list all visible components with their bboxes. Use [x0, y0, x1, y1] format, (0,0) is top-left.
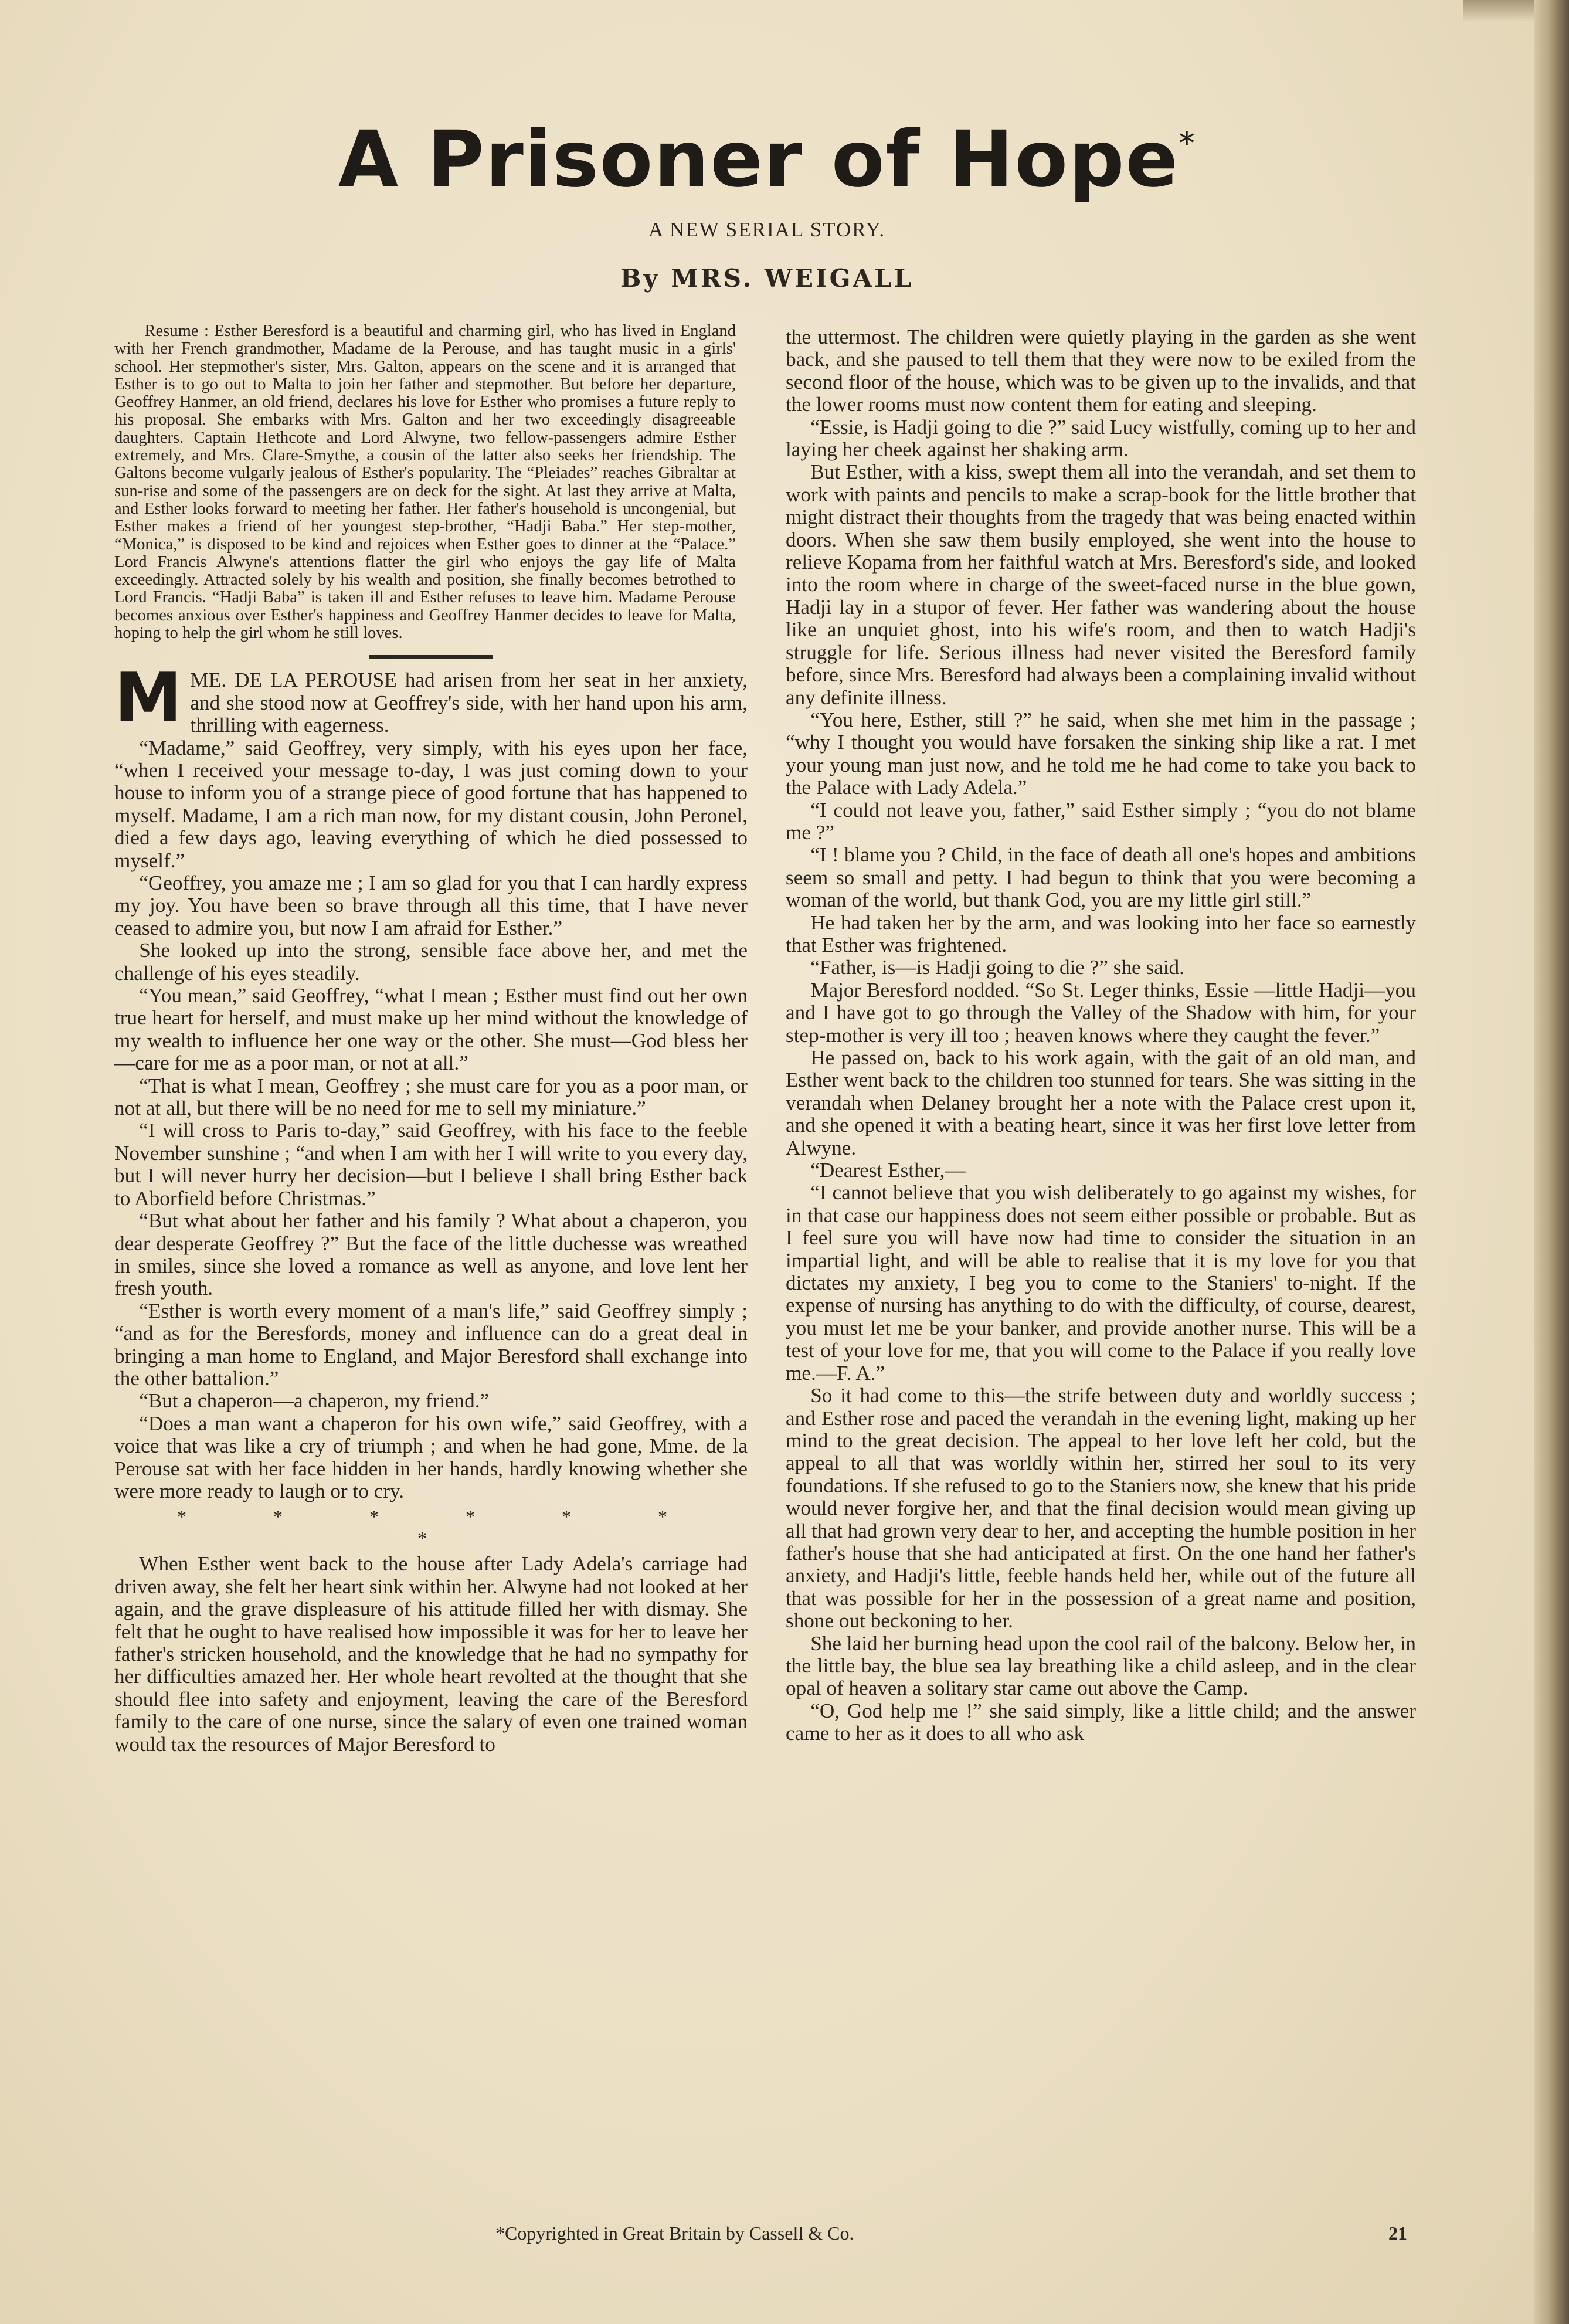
paragraph: “Essie, is Hadji going to die ?” said Lucy wistfully, coming up to her and laying her cheek against her shaking arm.: [786, 415, 1416, 462]
paragraph: “I ! blame you ? Child, in the face of death all one's hopes and ambitions seem so small and petty. I had begun to think that you were becoming a woman of the world, but thank God, you are my little girl still.”: [786, 843, 1416, 912]
story-title-text: A Prisoner of Hope: [338, 114, 1180, 205]
paragraph: “You mean,” said Geoffrey, “what I mean ; Esther must find out her own true heart for herself, and must make up her mind without the knowledge of my wealth to influence her one way or the other. She must—God bless her—care for me as a poor man, or not at all.”: [114, 984, 748, 1075]
paragraph: “That is what I mean, Geoffrey ; she must care for you as a poor man, or not at all, but there will be no need for me to sell my miniature.”: [114, 1074, 748, 1120]
letter-salutation: “Dearest Esther,—: [810, 1159, 966, 1182]
paragraph: “I will cross to Paris to-day,” said Geoffrey, with his face to the feeble November sunshine ; “and when I am with her I will write to you every day, but I will never hurry her decision—but I believe I shall bring Esther back to Aborfield before Christmas.”: [114, 1119, 748, 1210]
opening-text: ME. DE LA PEROUSE had arisen from her seat in her anxiety, and she stood now at Geoffrey's side, with her hand upon his arm, thrilling with eagerness.: [190, 669, 748, 737]
paragraph: When Esther went back to the house after Lady Adela's carriage had driven away, she felt her heart sink within her. Alwyne had not looked at her again, and the grave displeasure of his attitude filled her with dismay. She felt that he ought to have realised how impossible it was for her to leave her father's stricken household, and the knowledge that he had no sympathy for her difficulties amazed her. Her whole heart revolted at the thought that she should flee into safety and enjoyment, leaving the care of the Beresford family to the care of one nurse, since the salary of even one trained woman would tax the resources of Major Beresford to: [114, 1552, 748, 1756]
paragraph: “Esther is worth every moment of a man's life,” said Geoffrey simply ; “and as for the Beresfords, money and influence can do a great deal in bringing a man home to England, and Major Beresford shall exchange into the other battalion.”: [114, 1299, 748, 1390]
paragraph: “O, God help me !” she said simply, like a little child; and the answer came to her as it does to all who ask: [786, 1699, 1416, 1745]
paragraph: “Does a man want a chaperon for his own wife,” said Geoffrey, with a voice that was like a cry of triumph ; and when he had gone, Mme. de la Perouse sat with her face hidden in her hands, hardly knowing whether she were more ready to laugh or to cry.: [114, 1412, 748, 1502]
paragraph: “I could not leave you, father,” said Esther simply ; “you do not blame me ?”: [786, 798, 1416, 844]
drop-cap: M: [114, 659, 182, 738]
paragraph: “But a chaperon—a chaperon, my friend.”: [139, 1389, 490, 1413]
story-summary: Resume : Esther Beresford is a beautiful and charming girl, who has lived in England with her French grandmother, Madame de la Perouse, and has taught music in a girls' school. Her stepmother's sister, Mrs. Galton, appears on the scene and it is arranged that Esther is to go out to Malta to join her father and stepmother. But before her departure, Geoffrey Hanmer, an old friend, declares his love for Esther who promises a future reply to his proposal. She embarks with Mrs. Galton and her two exceedingly disagreeable daughters. Captain Hethcote and Lord Alwyne, two fellow-passengers admire Esther extremely, and Mrs. Clare-Smythe, a cousin of the latter also seeks her friendship. The Galtons become vulgarly jealous of Esther's popularity. The “Pleiades” reaches Gibraltar at sun-rise and some of the passengers are on deck for the sight. At last they arrive at Malta, and Esther looks forward to meeting her father. Her father's household is uncongenial, but Esther makes a friend of her youngest step-brother, “Hadji Baba.” Her step-mother, “Monica,” is disposed to be kind and rejoices when Esther goes to dinner at the “Palace.” Lord Francis Alwyne's attentions flatter the girl who enjoys the gay life of Malta exceedingly. Attracted solely by his wealth and position, she finally becomes betrothed to Lord Francis. “Hadji Baba” is taken ill and Esther refuses to leave him. Madame Perouse becomes anxious over Esther's happiness and Geoffrey Hanmer decides to leave for Malta, hoping to help the girl whom he still loves.: [114, 322, 736, 643]
paragraph: He had taken her by the arm, and was looking into her face so earnestly that Esther was frightened.: [786, 911, 1416, 956]
page-number: 21: [1388, 2223, 1407, 2244]
copyright-footnote: *Copyrighted in Great Britain by Cassell & Co.: [495, 2223, 854, 2244]
right-body: [786, 326, 1416, 1745]
story-subtitle: A NEW SERIAL STORY.: [648, 218, 886, 241]
left-column: [114, 323, 748, 1756]
paragraph: “Geoffrey, you amaze me ; I am so glad for you that I can hardly express my joy. You have been so brave through all this time, that I have never ceased to admire you, but now I am afraid for Esther.”: [114, 871, 748, 939]
letter-body: “I cannot believe that you wish deliberately to go against my wishes, for in that case our happiness does not seem either possible or probable. But as I feel sure you will have now had time to consider the situation in an impartial light, and will be able to realise that it is my love for you that dictates my anxiety, I beg you to come to the Staniers' to-night. If the expense of nursing has anything to do with the difficulty, of course, dearest, you must let me be your banker, and provide another nurse. This will be a test of your love for me, that you will come to the Palace if you really love me.—F. A.”: [786, 1181, 1416, 1385]
paragraph: “Madame,” said Geoffrey, very simply, with his eyes upon her face, “when I received your message to-day, I was just coming down to your house to inform you of a strange piece of good fortune that has happened to myself. Madame, I am a rich man now, for my distant cousin, John Peronel, died a few days ago, leaving everything of which he died possessed to myself.”: [114, 736, 748, 872]
paragraph: the uttermost. The children were quietly playing in the garden as she went back, and she paused to tell them that they were now to be exiled from the second floor of the house, which was to be given up to the invalids, and that the lower rooms must now content them for eating and sleeping.: [786, 325, 1416, 416]
story-title: [0, 114, 1534, 205]
paragraph: So it had come to this—the strife between duty and worldly success ; and Esther rose and paced the verandah in the evening light, making up her mind to the great decision. The appeal to her love left her cold, but the appeal to all that was worldly within her, stirred her soul to its very foundations. If she refused to go to the Staniers now, she knew that his pride would never forgive her, and that the final decision would mean giving up all that had grown very dear to her, and accepting the humble position in her father's house that she had anticipated at first. On the one hand her father's anxiety, and Hadji's little, feeble hands held her, while out of the future all that was possible for her in the possession of a great name and position, shone out beckoning to her.: [786, 1384, 1416, 1633]
paragraph: “But what about her father and his family ? What about a chaperon, you dear desperate Geoffrey ?” But the face of the little duchesse was wreathed in smiles, since she loved a romance as well as anyone, and love lent her fresh youth.: [114, 1209, 748, 1300]
left-body: [114, 659, 748, 1756]
paragraph: But Esther, with a kiss, swept them all into the verandah, and set them to work with paints and pencils to make a scrap-book for the little brother that might distract their thoughts from the tragedy that was being enacted within doors. When she saw them busily employed, she went into the house to relieve Kopama from her faithful watch at Mrs. Beresford's side, and looked into the room where in charge of the sweet-faced nurse in the blue gown, Hadji lay in a stupor of fever. Her father was wandering about the house like an unquiet ghost, into his wife's room, and then to watch Hadji's struggle for life. Serious illness had never visited the Beresford family before, since Mrs. Beresford had always been a complaining invalid without any definite illness.: [786, 460, 1416, 709]
paragraph: Major Beresford nodded. “So St. Leger thinks, Essie —little Hadji—you and I have got to go through the Valley of the Shadow with him, for your step-mother is very ill too ; heaven knows where they caught the fever.”: [786, 978, 1416, 1047]
paragraph: She looked up into the strong, sensible face above her, and met the challenge of his eyes steadily.: [114, 939, 748, 985]
page-edge: [1534, 0, 1569, 2324]
opening-paragraph: [114, 659, 748, 738]
paragraph: “Father, is—is Hadji going to die ?” she said.: [810, 956, 1184, 979]
section-break-stars: * * * * * * *: [177, 1506, 708, 1549]
right-column: [786, 326, 1416, 1745]
title-footnote-mark: *: [1179, 126, 1196, 161]
author-byline: By MRS. WEIGALL: [620, 264, 914, 293]
paragraph: She laid her burning head upon the cool rail of the balcony. Below her, in the little bay, the blue sea lay breathing like a child asleep, and in the clear opal of heaven a solitary star came out above the Camp.: [786, 1631, 1416, 1700]
summary-rule: [369, 655, 493, 659]
paragraph: He passed on, back to his work again, with the gait of an old man, and Esther went back to the children too stunned for tears. She was sitting in the verandah when Delaney brought her a note with the Palace crest upon it, and she opened it with a beating heart, since it was her first love letter from Alwyne.: [786, 1046, 1416, 1159]
paragraph: “You here, Esther, still ?” he said, when she met him in the passage ; “why I thought you would have forsaken the sinking ship like a rat. I met your young man just now, and he told me he had come to take you back to the Palace with Lady Adela.”: [786, 708, 1416, 799]
